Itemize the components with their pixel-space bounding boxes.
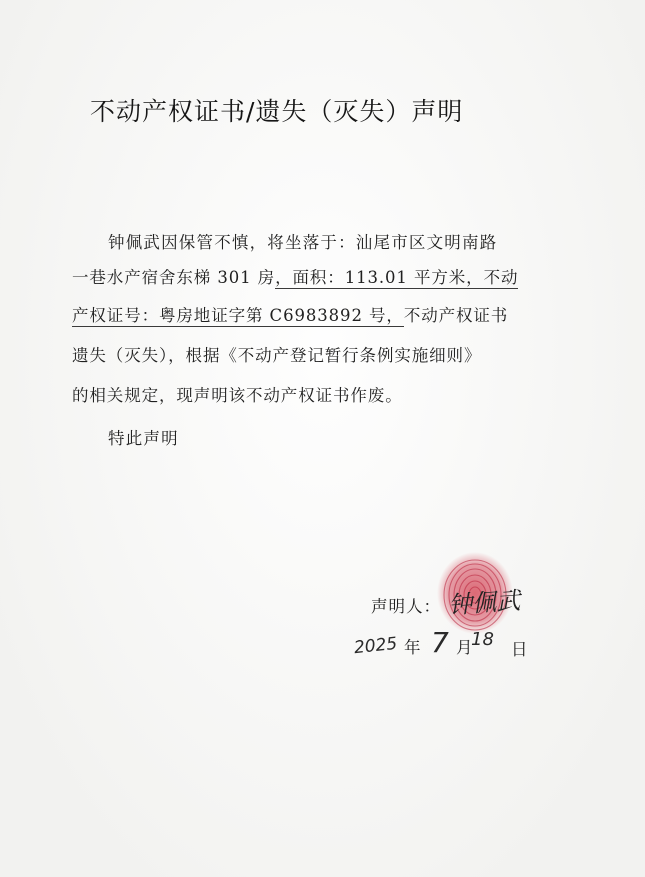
body-line-5: 的相关规定，现声明该不动产权证书作废。 <box>72 386 403 405</box>
body-line-2 <box>72 264 518 288</box>
body-line-1: 钟佩武因保管不慎，将坐落于：汕尾市区文明南路 <box>108 233 498 252</box>
address-text: 一巷水产宿舍东梯 301 房 <box>72 268 276 287</box>
document-title: 不动产权证书/遗失（灭失）声明 <box>90 97 464 126</box>
date-day: 18 <box>471 629 494 650</box>
body-line-3 <box>72 302 508 326</box>
certificate-text: 不动产权证书 <box>403 306 509 325</box>
date-month-unit: 月 <box>456 638 473 657</box>
closing-statement: 特此声明 <box>108 429 179 448</box>
handwritten-signature: 钟佩武 <box>447 586 522 620</box>
date-year-unit: 年 <box>404 638 421 657</box>
area-text-underlined: ，面积：113.01 平方米，不动 <box>275 268 519 287</box>
date-day-unit: 日 <box>511 640 528 659</box>
body-line-4: 遗失（灭失），根据《不动产登记暂行条例实施细则》 <box>72 346 482 365</box>
date-month: 7 <box>431 626 449 659</box>
declarant-label: 声明人： <box>371 597 441 616</box>
certificate-number-underlined: 产权证号：粤房地证字第 C6983892 号， <box>72 306 404 325</box>
date-year: 2025 <box>353 633 399 659</box>
